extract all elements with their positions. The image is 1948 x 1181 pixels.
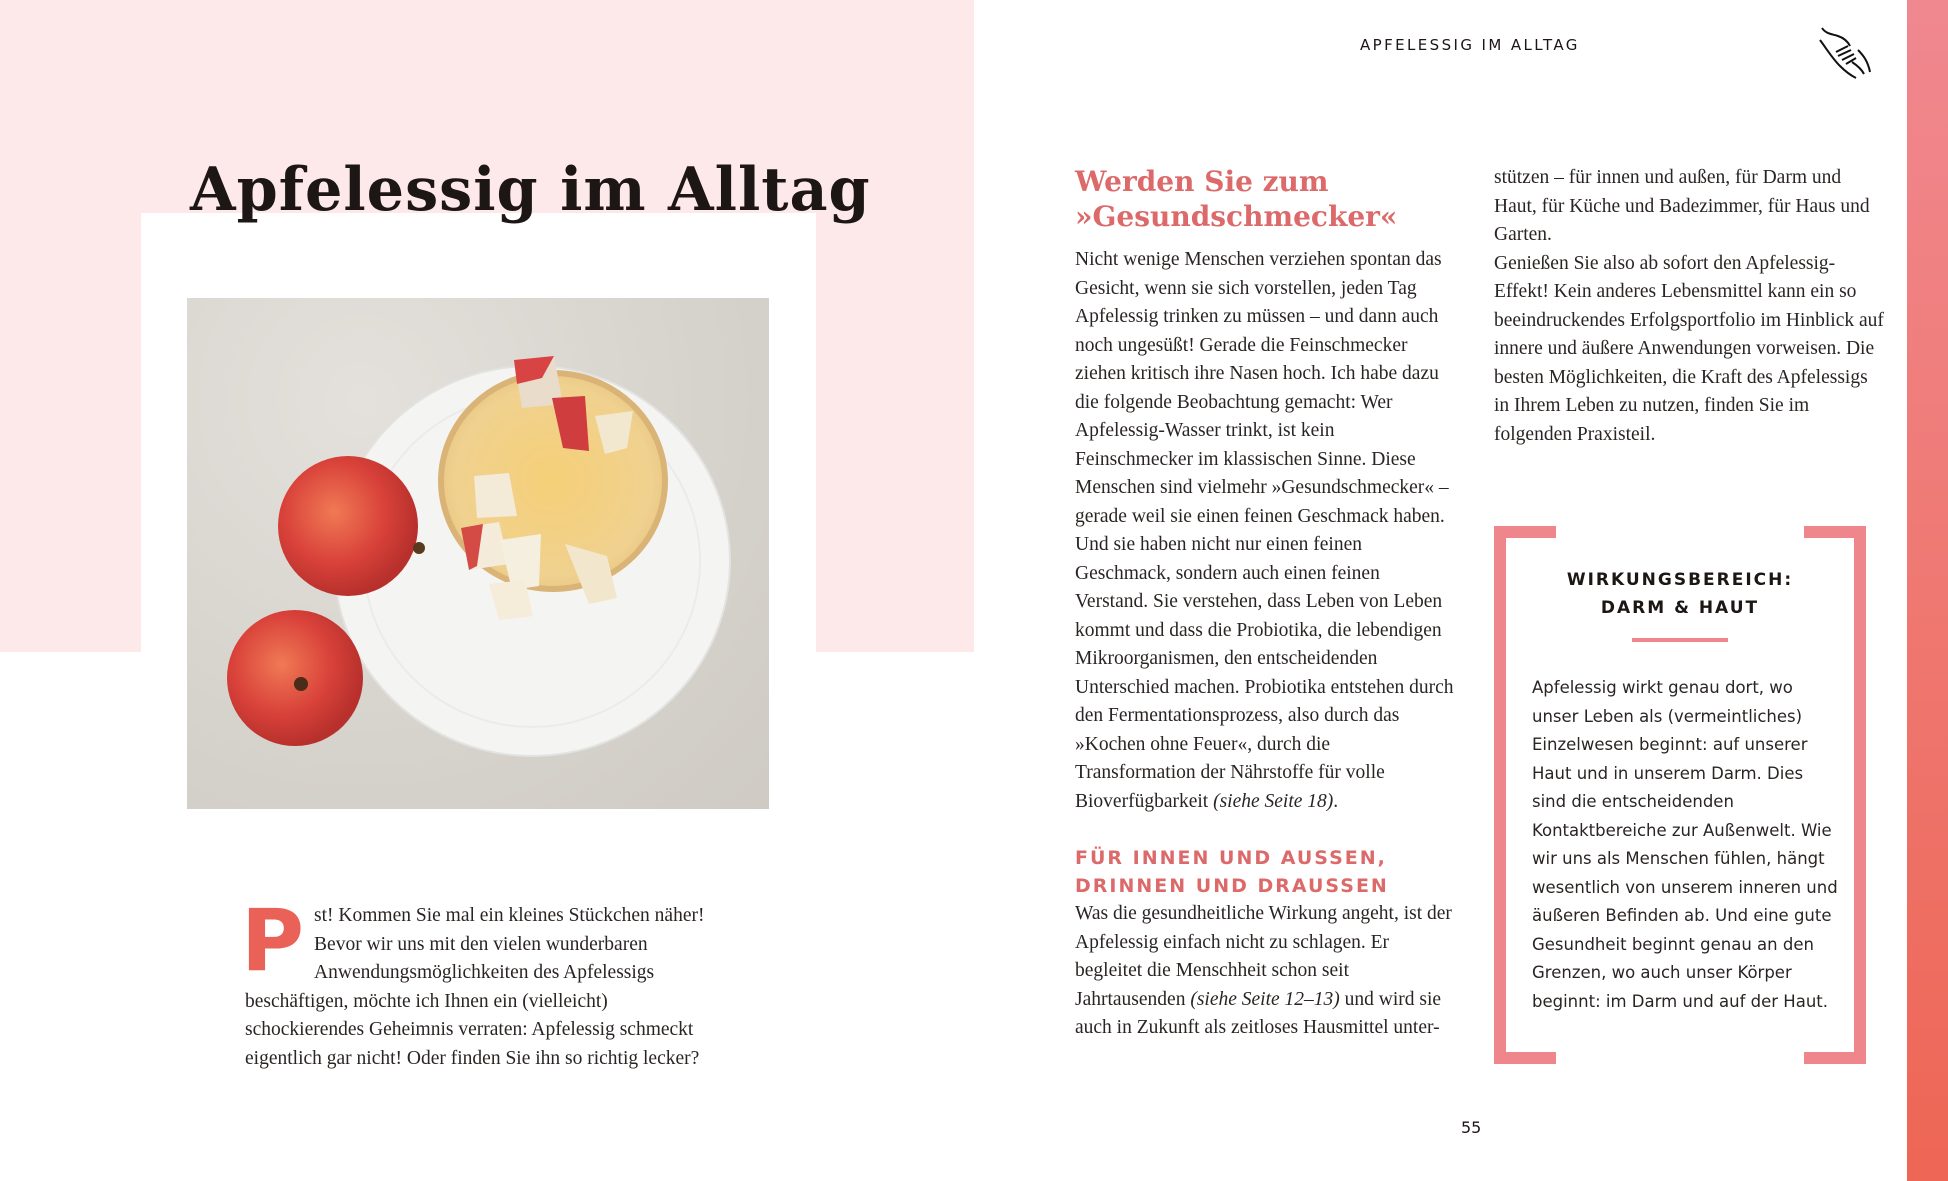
page-reference: (siehe Seite 18)	[1213, 790, 1334, 812]
infobox-title	[1494, 566, 1866, 622]
intro-text: st! Kommen Sie mal ein kleines Stückchen näher! Bevor wir uns mit den vielen wunderbaren Anwendungsmöglichkeiten des Apfelessigs beschäftigen, möchte ich Ihnen ein (vielleicht) schockierendes Geheimnis verraten: Apfelessig schmeckt eigentlich gar nicht! Oder finden Sie ihn so richtig lecker?	[245, 905, 705, 1069]
dropcap: P	[241, 891, 305, 991]
page-number: 55	[1461, 1118, 1482, 1137]
apple-vinegar-photo	[187, 298, 769, 809]
paragraph-end: und wird sie auch in Zukunft als zeitloses Hausmittel unter-	[1075, 988, 1442, 1038]
intro-paragraph	[241, 891, 715, 1073]
text-column-2	[1494, 164, 1884, 449]
helping-hands-icon	[1818, 22, 1874, 80]
section-heading: Werden Sie zum »Gesundschmecker«	[1075, 165, 1398, 233]
infobox-darm-haut	[1494, 526, 1866, 1064]
page-reference: (siehe Seite 12–13)	[1190, 988, 1340, 1010]
paragraph-text: Was die gesundheitliche Wirkung angeht, ist der Apfelessig einfach nicht zu schlagen. Er begleitet die Menschheit schon seit Jahrtausenden	[1075, 903, 1452, 1010]
running-head: APFELESSIG IM ALLTAG	[1360, 36, 1580, 54]
infobox-body: Apfelessig wirkt genau dort, wo unser Leben als (vermeintliches) Einzelwesen beginnt: auf unserer Haut und in unserem Darm. Dies sind die entscheidenden Kontaktbereiche zur Außenwelt. Wie wir uns als Menschen fühlen, hängt wesentlich von unserem inneren und äußeren Befinden ab. Und eine gute Gesundheit beginnt genau an den Grenzen, wo auch unser Körper beginnt: im Darm und auf der Haut.	[1532, 678, 1838, 1011]
page-edge-strip	[1907, 0, 1948, 1181]
paragraph	[1075, 531, 1455, 816]
paragraph-text: Und sie haben nicht nur einen feinen Geschmack, sondern auch einen feinen Verstand. Sie verstehen, dass Leben von Leben kommt und dass die Probiotika, die lebendigen Mikroorganismen, den entscheidenden Unterschied machen. Probiotika entstehen durch den Fermentationsprozess, also durch das »Kochen ohne Feuer«, durch die Transformation der Nährstoffe für volle Bioverfügbarkeit	[1075, 534, 1454, 812]
infobox-title-line-1: WIRKUNGSBEREICH:	[1566, 570, 1794, 590]
subheading: FÜR INNEN UND AUSSEN, DRINNEN UND DRAUSSEN	[1075, 847, 1389, 897]
paragraph: Nicht wenige Menschen verziehen spontan das Gesicht, wenn sie sich vorstellen, jeden Tag Apfelessig trinken zu müssen – und dann auch noch ungesüßt! Gerade die Feinschmecker ziehen kritisch ihre Nasen hoch. Ich habe dazu die folgende Beobachtung gemacht: Wer Apfelessig-Wasser trinkt, ist kein Feinschmecker im klassischen Sinne. Diese Menschen sind vielmehr »Gesundschmecker« – gerade weil sie einen feinen Geschmack haben.	[1075, 249, 1449, 527]
infobox-divider	[1632, 638, 1728, 642]
page-title: Apfelessig im Alltag	[190, 155, 871, 225]
paragraph	[1075, 900, 1455, 1043]
paragraph: stützen – für innen und außen, für Darm und Haut, für Küche und Badezimmer, für Haus und Garten.	[1494, 167, 1870, 245]
text-column-1	[1075, 164, 1455, 1043]
paragraph-end: .	[1333, 790, 1339, 812]
photo-illustration	[187, 298, 769, 809]
paragraph: Genießen Sie also ab sofort den Apfelessig-Effekt! Kein anderes Lebensmittel kann ein so beeindruckendes Erfolgsportfolio im Hinblick auf innere und äußere Anwendungen vorweisen. Die besten Möglichkeiten, die Kraft des Apfelessigs in Ihrem Leben zu nutzen, finden Sie im folgenden Praxisteil.	[1494, 252, 1884, 445]
infobox-title-line-2: DARM & HAUT	[1600, 598, 1760, 618]
